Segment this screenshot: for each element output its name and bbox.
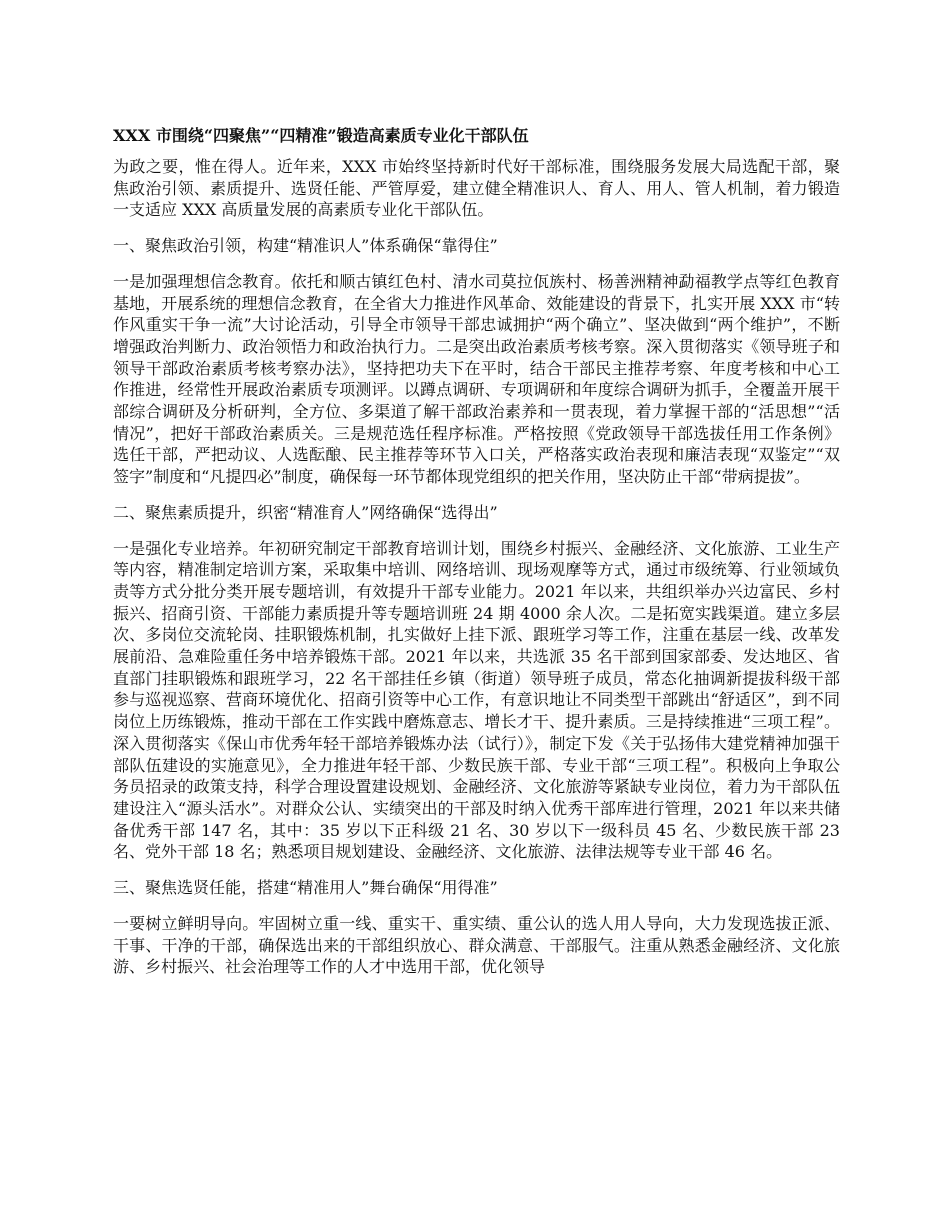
- section-heading-3: 三、聚焦选贤任能，搭建“精准用人”舞台确保“用得准”: [113, 878, 498, 898]
- section-body-1: 一是加强理想信念教育。依托和顺古镇红色村、清水司莫拉佤族村、杨善洲精神勐福教学点等红色教育基地，开展系统的理想信念教育，在全省大力推进作风革命、效能建设的背景下，扎实开展 XXX 市“转作风重实干争一流”大讨论活动，引导全市领导干部忠诚拥护“两个确立”、坚决做到“两个维护”，不断增强政治判断力、政治领悟力和政治执行力。二是突出政治素质考核考察。深入贯彻落实《领导班子和领导干部政治素质考核考察办法》，坚持把功夫下在平时，结合干部民主推荐考察、年度考核和中心工作推进，经常性开展政治素质专项测评。以蹲点调研、专项调研和年度综合调研为抓手，全覆盖开展干部综合调研及分析研判，全方位、多渠道了解干部政治素养和一贯表现，着力掌握干部的“活思想”“活情况”，把好干部政治素质关。三是规范选任程序标准。严格按照《党政领导干部选拔任用工作条例》选任干部，严把动议、人选酝酿、民主推荐等环节入口关，严格落实政治表现和廉洁表现“双鉴定”“双签字”制度和“凡提四必”制度，确保每一环节都体现党组织的把关作用，坚决防止干部“带病提拔”。: [113, 271, 840, 487]
- intro-paragraph: 为政之要，惟在得人。近年来，XXX 市始终坚持新时代好干部标准，围绕服务发展大局选配干部，聚焦政治引领、素质提升、选贤任能、严管厚爱，建立健全精准识人、育人、用人、管人机制，着力锻造一支适应 XXX 高质量发展的高素质专业化干部队伍。: [113, 157, 840, 220]
- section-heading-1: 一、聚焦政治引领，构建“精准识人”体系确保“靠得住”: [113, 236, 498, 256]
- section-body-3: 一要树立鲜明导向。牢固树立重一线、重实干、重实绩、重公认的选人用人导向，大力发现选拔正派、干事、干净的干部，确保选出来的干部组织放心、群众满意、干部服气。注重从熟悉金融经济、文化旅游、乡村振兴、社会治理等工作的人才中选用干部，优化领导: [113, 913, 840, 977]
- section-heading-2: 二、聚焦素质提升，织密“精准育人”网络确保“选得出”: [113, 502, 498, 522]
- section-body-2: 一是强化专业培养。年初研究制定干部教育培训计划，围绕乡村振兴、金融经济、文化旅游、工业生产等内容，精准制定培训方案，采取集中培训、网络培训、现场观摩等方式，通过市级统筹、行业领域负责等方式分批分类开展专题培训，有效提升干部专业能力。2021 年以来，共组织举办兴边富民、乡村振兴、招商引资、干部能力素质提升等专题培训班 24 期 4000 余人次。二是拓宽实践渠道。建立多层次、多岗位交流轮岗、挂职锻炼机制，扎实做好上挂下派、跟班学习等工作，注重在基层一线、改革发展前沿、急难险重任务中培养锻炼干部。2021 年以来，共选派 35 名干部到国家部委、发达地区、省直部门挂职锻炼和跟班学习，22 名干部挂任乡镇（街道）领导班子成员，常态化抽调新提拔科级干部参与巡视巡察、营商环境优化、招商引资等中心工作，有意识地让不同类型干部跳出“舒适区”，到不同岗位上历练锻炼，推动干部在工作实践中磨炼意志、增长才干、提升素质。三是持续推进“三项工程”。深入贯彻落实《保山市优秀年轻干部培养锻炼办法（试行）》，制定下发《关于弘扬伟大建党精神加强干部队伍建设的实施意见》，全力推进年轻干部、少数民族干部、专业干部“三项工程”。积极向上争取公务员招录的政策支持，科学合理设置建设规划、金融经济、文化旅游等紧缺专业岗位，着力为干部队伍建设注入“源头活水”。对群众公认、实绩突出的干部及时纳入优秀干部库进行管理，2021 年以来共储备优秀干部 147 名，其中：35 岁以下正科级 21 名、30 岁以下一级科员 45 名、少数民族干部 23 名、党外干部 18 名；熟悉项目规划建设、金融经济、文化旅游、法律法规等专业干部 46 名。: [113, 538, 840, 862]
- document-title: XXX 市围绕“四聚焦”“四精准”锻造高素质专业化干部队伍: [113, 126, 529, 145]
- document-page: [113, 124, 840, 992]
